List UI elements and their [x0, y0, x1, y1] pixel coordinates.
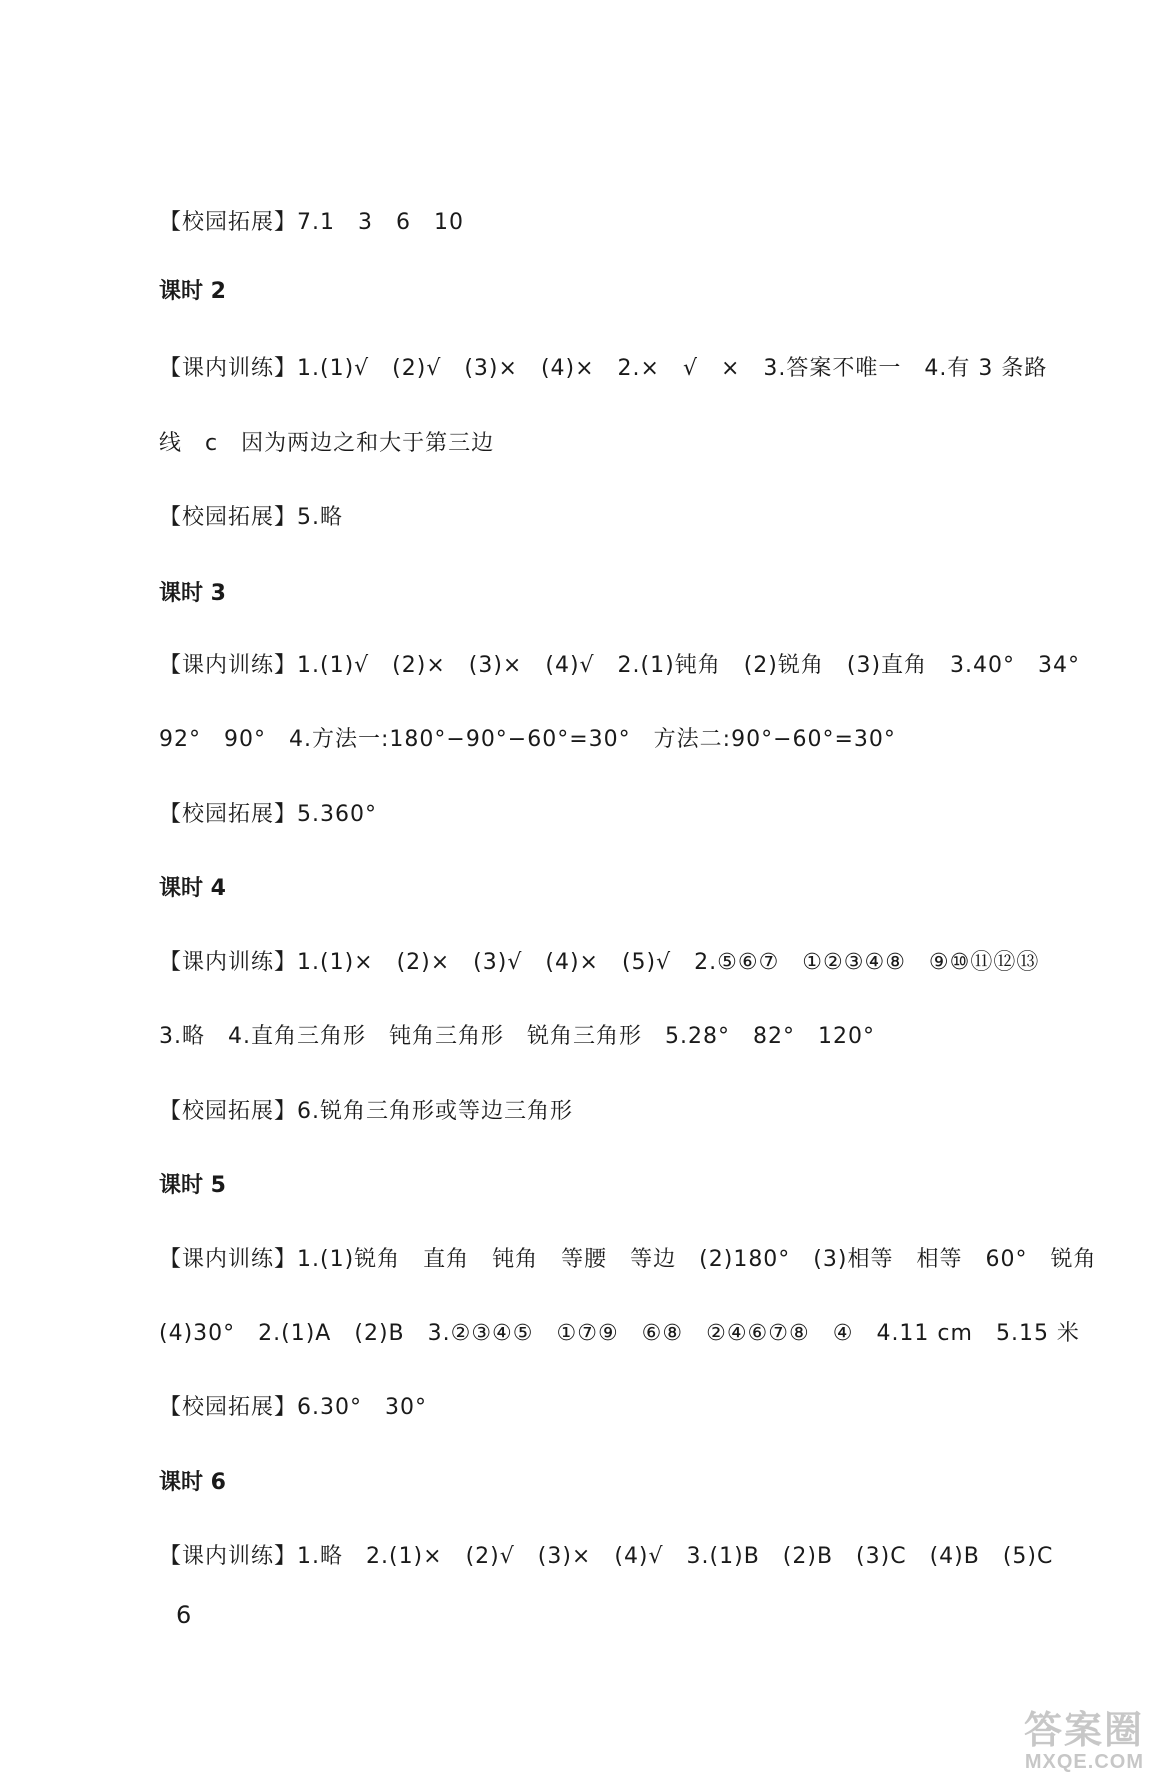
campus-extension-line: 【校园拓展】6.30° 30° — [159, 1395, 427, 1420]
classroom-training-line: 【课内训练】1.(1)√ (2)√ (3)× (4)× 2.× √ × 3.答案不唯一 4.有 3 条路 — [159, 356, 1048, 381]
classroom-training-line: 【课内训练】1.(1)√ (2)× (3)× (4)√ 2.(1)钝角 (2)锐角 (3)直角 3.40° 34° — [159, 653, 1081, 678]
watermark-logo: 答案圈 — [1023, 1708, 1144, 1752]
campus-extension-line: 【校园拓展】5.360° — [159, 802, 377, 827]
classroom-training-line: 【课内训练】1.(1)× (2)× (3)√ (4)× (5)√ 2.⑤⑥⑦ ①②③④⑧ ⑨⑩⑪⑫⑬ — [159, 950, 1040, 975]
lesson-heading-4: 课时 4 — [159, 876, 226, 901]
lesson-heading-3: 课时 3 — [159, 581, 226, 606]
classroom-training-line-continued: 92° 90° 4.方法一:180°−90°−60°=30° 方法二:90°−60°=30° — [159, 727, 896, 752]
lesson-heading-5: 课时 5 — [159, 1173, 226, 1198]
campus-extension-line: 【校园拓展】6.锐角三角形或等边三角形 — [159, 1099, 573, 1124]
lesson-heading-2: 课时 2 — [159, 279, 226, 304]
classroom-training-line: 【课内训练】1.(1)锐角 直角 钝角 等腰 等边 (2)180° (3)相等 相等 60° 锐角 — [159, 1247, 1097, 1272]
classroom-training-line-continued: 线 c 因为两边之和大于第三边 — [159, 431, 495, 456]
watermark-domain: MXQE.COM — [1024, 1751, 1144, 1773]
page-number: 6 — [176, 1601, 192, 1629]
classroom-training-line: 【课内训练】1.略 2.(1)× (2)√ (3)× (4)√ 3.(1)B (2)B (3)C (4)B (5)C — [159, 1544, 1054, 1569]
campus-extension-line: 【校园拓展】5.略 — [159, 505, 343, 530]
site-watermark — [994, 1710, 1144, 1780]
classroom-training-line-continued: (4)30° 2.(1)A (2)B 3.②③④⑤ ①⑦⑨ ⑥⑧ ②④⑥⑦⑧ ④ 4.11 cm 5.15 米 — [159, 1321, 1080, 1346]
campus-extension-line: 【校园拓展】7.1 3 6 10 — [159, 210, 464, 235]
lesson-heading-6: 课时 6 — [159, 1470, 226, 1495]
classroom-training-line-continued: 3.略 4.直角三角形 钝角三角形 锐角三角形 5.28° 82° 120° — [159, 1024, 875, 1049]
